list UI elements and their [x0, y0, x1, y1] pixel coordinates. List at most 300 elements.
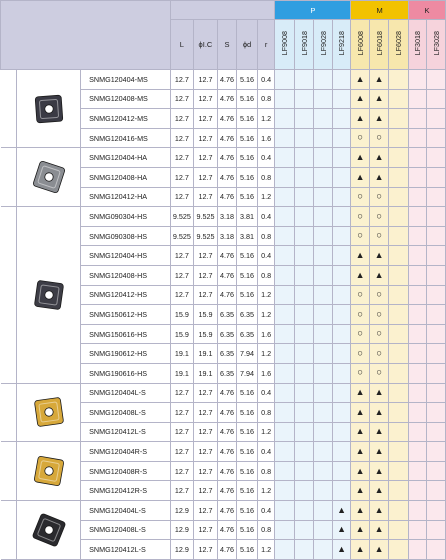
- dim-s: 4.76: [217, 148, 237, 168]
- header-blank-cell: [1, 1, 171, 70]
- grade-cell-lf6028: [389, 128, 409, 148]
- dim-ic: 15.9: [194, 324, 218, 344]
- usable-mark: ○: [376, 289, 382, 301]
- grade-cell-lf6018: [369, 265, 389, 285]
- grade-cell-lf3018: [408, 226, 426, 246]
- dim-r: 0.4: [257, 207, 275, 227]
- dim-ic: 12.7: [194, 167, 218, 187]
- recommended-mark: ▲: [355, 171, 365, 182]
- insert-code: SNMG120408L-S: [81, 403, 170, 423]
- grade-cell-lf9008: [275, 383, 295, 403]
- usable-mark: ○: [376, 191, 382, 203]
- dim-s: 4.76: [217, 89, 237, 109]
- grade-cell-lf3028: [427, 403, 446, 423]
- dim-l: 12.7: [170, 70, 194, 90]
- insert-code: SNMG120412L-S: [81, 422, 170, 442]
- dim-s: 4.76: [217, 540, 237, 560]
- grade-cell-lf9218: [332, 442, 351, 462]
- grade-cell-lf9008: [275, 520, 295, 540]
- grade-cell-lf9008: [275, 344, 295, 364]
- usable-mark: ○: [357, 347, 363, 359]
- grade-cell-lf9028: [314, 442, 332, 462]
- dim-l: 9.525: [170, 207, 194, 227]
- dim-l: 12.7: [170, 481, 194, 501]
- recommended-mark: ▲: [374, 387, 384, 398]
- grade-cell-lf6018: [369, 226, 389, 246]
- grade-cell-lf9218: [332, 540, 351, 560]
- header-d: ϕd: [237, 20, 258, 70]
- grade-cell-lf9028: [314, 187, 332, 207]
- grade-cell-lf9028: [314, 383, 332, 403]
- grade-cell-lf6028: [389, 344, 409, 364]
- dim-r: 1.2: [257, 109, 275, 129]
- dim-r: 0.4: [257, 246, 275, 266]
- dim-ic: 15.9: [194, 305, 218, 325]
- grade-cell-lf3018: [408, 461, 426, 481]
- dim-ic: 9.525: [194, 226, 218, 246]
- dim-s: 4.76: [217, 70, 237, 90]
- header-l: L: [170, 20, 194, 70]
- grade-header-lf9008: [275, 20, 295, 70]
- dim-ic: 12.7: [194, 148, 218, 168]
- dim-l: 12.7: [170, 265, 194, 285]
- grade-cell-lf6018: [369, 481, 389, 501]
- dim-ic: 12.7: [194, 285, 218, 305]
- grade-cell-lf3028: [427, 246, 446, 266]
- grade-cell-lf9018: [294, 324, 314, 344]
- dim-d: 7.94: [237, 363, 258, 383]
- recommended-mark: ▲: [374, 524, 384, 535]
- grade-cell-lf6028: [389, 305, 409, 325]
- grade-cell-lf3018: [408, 481, 426, 501]
- grade-cell-lf6018: [369, 540, 389, 560]
- grade-cell-lf9008: [275, 109, 295, 129]
- usable-mark: ○: [357, 328, 363, 340]
- grade-cell-lf9018: [294, 403, 314, 423]
- grade-cell-lf9028: [314, 207, 332, 227]
- insert-snmg-l-s-gold-icon: [17, 393, 80, 431]
- grade-cell-lf9018: [294, 481, 314, 501]
- recommended-mark: ▲: [337, 524, 347, 535]
- dim-d: 5.16: [237, 540, 258, 560]
- dim-ic: 12.7: [194, 520, 218, 540]
- recommended-mark: ▲: [374, 171, 384, 182]
- grade-cell-lf9018: [294, 246, 314, 266]
- dim-s: 4.76: [217, 442, 237, 462]
- dim-d: 5.16: [237, 109, 258, 129]
- dim-r: 1.2: [257, 540, 275, 560]
- grade-header-label: LF6018: [374, 31, 384, 56]
- grade-cell-lf6028: [389, 109, 409, 129]
- grade-cell-lf9018: [294, 305, 314, 325]
- dim-s: 4.76: [217, 422, 237, 442]
- grade-cell-lf6018: [369, 246, 389, 266]
- grade-header-lf9018: [294, 20, 314, 70]
- grade-cell-lf9218: [332, 70, 351, 90]
- grade-cell-lf6008: [351, 383, 369, 403]
- grade-cell-lf3018: [408, 324, 426, 344]
- recommended-mark: ▲: [337, 504, 347, 515]
- grade-cell-lf3028: [427, 422, 446, 442]
- grade-cell-lf6028: [389, 70, 409, 90]
- grade-cell-lf6008: [351, 148, 369, 168]
- grade-cell-lf3028: [427, 148, 446, 168]
- grade-cell-lf9008: [275, 70, 295, 90]
- grade-cell-lf3018: [408, 246, 426, 266]
- dim-s: 4.76: [217, 461, 237, 481]
- grade-cell-lf9218: [332, 265, 351, 285]
- grade-cell-lf6018: [369, 520, 389, 540]
- insert-code: SNMG150616-HS: [81, 324, 170, 344]
- grade-cell-lf9018: [294, 89, 314, 109]
- grade-cell-lf9008: [275, 324, 295, 344]
- grade-cell-lf9018: [294, 187, 314, 207]
- grade-cell-lf9008: [275, 422, 295, 442]
- grade-header-label: LF3028: [431, 31, 441, 56]
- dim-r: 0.4: [257, 70, 275, 90]
- dim-r: 0.8: [257, 265, 275, 285]
- grade-cell-lf6018: [369, 422, 389, 442]
- grade-cell-lf9028: [314, 285, 332, 305]
- dim-d: 7.94: [237, 344, 258, 364]
- grade-cell-lf9018: [294, 207, 314, 227]
- grade-cell-lf9028: [314, 520, 332, 540]
- grade-cell-lf3018: [408, 187, 426, 207]
- recommended-mark: ▲: [355, 426, 365, 437]
- grade-cell-lf9018: [294, 109, 314, 129]
- dim-l: 12.7: [170, 187, 194, 207]
- recommended-mark: ▲: [355, 465, 365, 476]
- dim-d: 5.16: [237, 148, 258, 168]
- dim-r: 1.6: [257, 128, 275, 148]
- grade-cell-lf6018: [369, 70, 389, 90]
- dim-ic: 12.7: [194, 109, 218, 129]
- grade-cell-lf3018: [408, 383, 426, 403]
- grade-cell-lf3028: [427, 520, 446, 540]
- grade-cell-lf6008: [351, 501, 369, 521]
- recommended-mark: ▲: [355, 504, 365, 515]
- dim-r: 1.2: [257, 187, 275, 207]
- recommended-mark: ▲: [355, 73, 365, 84]
- dim-s: 4.76: [217, 403, 237, 423]
- dim-d: 5.16: [237, 70, 258, 90]
- recommended-mark: ▲: [374, 406, 384, 417]
- dim-d: 5.16: [237, 442, 258, 462]
- grade-cell-lf9018: [294, 363, 314, 383]
- grade-cell-lf9218: [332, 89, 351, 109]
- grade-cell-lf9028: [314, 324, 332, 344]
- grade-cell-lf9018: [294, 461, 314, 481]
- grade-cell-lf6008: [351, 403, 369, 423]
- dim-r: 0.8: [257, 167, 275, 187]
- dim-s: 4.76: [217, 109, 237, 129]
- dim-s: 6.35: [217, 324, 237, 344]
- insert-snmg-r-s-gold-icon: [17, 452, 80, 490]
- dim-l: 12.7: [170, 461, 194, 481]
- grade-cell-lf9008: [275, 481, 295, 501]
- usable-mark: ○: [357, 289, 363, 301]
- grade-header-label: LF6008: [355, 31, 365, 56]
- dim-d: 5.16: [237, 501, 258, 521]
- dim-s: 3.18: [217, 226, 237, 246]
- grade-cell-lf3028: [427, 344, 446, 364]
- grade-cell-lf9218: [332, 481, 351, 501]
- dim-l: 12.7: [170, 109, 194, 129]
- grade-cell-lf3028: [427, 383, 446, 403]
- dim-s: 4.76: [217, 167, 237, 187]
- dim-r: 1.6: [257, 363, 275, 383]
- grade-cell-lf3018: [408, 344, 426, 364]
- grade-cell-lf6018: [369, 461, 389, 481]
- grade-cell-lf6008: [351, 520, 369, 540]
- grade-group-m: M: [351, 1, 409, 20]
- dim-r: 0.8: [257, 89, 275, 109]
- dim-d: 5.16: [237, 89, 258, 109]
- dim-l: 12.7: [170, 89, 194, 109]
- insert-code: SNMG120408R-S: [81, 461, 170, 481]
- grade-cell-lf6018: [369, 167, 389, 187]
- dim-l: 9.525: [170, 226, 194, 246]
- grade-cell-lf9218: [332, 403, 351, 423]
- grade-cell-lf3028: [427, 207, 446, 227]
- dim-l: 15.9: [170, 305, 194, 325]
- grade-cell-lf3028: [427, 128, 446, 148]
- grade-cell-lf3018: [408, 363, 426, 383]
- recommended-mark: ▲: [374, 544, 384, 555]
- grade-cell-lf3028: [427, 187, 446, 207]
- grade-group-p: P: [275, 1, 351, 20]
- recommended-mark: ▲: [355, 93, 365, 104]
- dim-ic: 12.7: [194, 70, 218, 90]
- grade-cell-lf6008: [351, 540, 369, 560]
- grade-cell-lf9018: [294, 344, 314, 364]
- dim-d: 6.35: [237, 305, 258, 325]
- grade-cell-lf6028: [389, 89, 409, 109]
- dim-d: 5.16: [237, 383, 258, 403]
- table-row: [1, 383, 446, 403]
- usable-mark: ○: [357, 230, 363, 242]
- insert-image-cell: [17, 70, 81, 148]
- grade-cell-lf6028: [389, 520, 409, 540]
- grade-cell-lf6008: [351, 226, 369, 246]
- dim-ic: 19.1: [194, 344, 218, 364]
- dim-d: 5.16: [237, 422, 258, 442]
- grade-cell-lf6018: [369, 363, 389, 383]
- grade-cell-lf9028: [314, 403, 332, 423]
- table-row: [1, 442, 446, 462]
- grade-cell-lf9008: [275, 363, 295, 383]
- grade-header-label: LF3018: [413, 31, 423, 56]
- recommended-mark: ▲: [355, 485, 365, 496]
- grade-cell-lf9018: [294, 167, 314, 187]
- grade-cell-lf9028: [314, 422, 332, 442]
- dim-l: 12.9: [170, 540, 194, 560]
- grade-cell-lf9028: [314, 461, 332, 481]
- grade-cell-lf9218: [332, 520, 351, 540]
- grade-cell-lf3018: [408, 501, 426, 521]
- grade-cell-lf9018: [294, 128, 314, 148]
- dim-r: 0.8: [257, 403, 275, 423]
- dim-l: 12.7: [170, 246, 194, 266]
- grade-cell-lf3028: [427, 481, 446, 501]
- grade-cell-lf9008: [275, 207, 295, 227]
- table-header: [1, 1, 446, 70]
- recommended-mark: ▲: [337, 544, 347, 555]
- table-row: [1, 148, 446, 168]
- dim-r: 0.4: [257, 442, 275, 462]
- dim-d: 3.81: [237, 207, 258, 227]
- recommended-mark: ▲: [374, 446, 384, 457]
- header-ic: ϕI.C: [194, 20, 218, 70]
- grade-cell-lf6008: [351, 442, 369, 462]
- grade-group-k: K: [408, 1, 445, 20]
- dim-ic: 12.7: [194, 422, 218, 442]
- grade-cell-lf6008: [351, 109, 369, 129]
- insert-code: SNMG190616-HS: [81, 363, 170, 383]
- recommended-mark: ▲: [374, 250, 384, 261]
- grade-cell-lf6028: [389, 422, 409, 442]
- grade-cell-lf6018: [369, 324, 389, 344]
- dim-d: 5.16: [237, 285, 258, 305]
- grade-cell-lf3028: [427, 167, 446, 187]
- insert-image-cell: [17, 148, 81, 207]
- grade-header-label: LF9018: [299, 31, 309, 56]
- dim-ic: 19.1: [194, 363, 218, 383]
- insert-code: SNMG120412R-S: [81, 481, 170, 501]
- insert-image-cell: [17, 442, 81, 501]
- grade-cell-lf6008: [351, 344, 369, 364]
- dim-r: 1.2: [257, 481, 275, 501]
- grade-cell-lf6028: [389, 481, 409, 501]
- grade-cell-lf6008: [351, 246, 369, 266]
- insert-code: SNMG120404-HA: [81, 148, 170, 168]
- grade-cell-lf9018: [294, 422, 314, 442]
- dim-s: 4.76: [217, 501, 237, 521]
- recommended-mark: ▲: [355, 269, 365, 280]
- dim-l: 12.7: [170, 167, 194, 187]
- grade-cell-lf3018: [408, 89, 426, 109]
- grade-cell-lf9218: [332, 363, 351, 383]
- grade-cell-lf3028: [427, 70, 446, 90]
- dim-r: 0.4: [257, 501, 275, 521]
- grade-cell-lf9008: [275, 187, 295, 207]
- insert-code: SNMG120408-MS: [81, 89, 170, 109]
- grade-cell-lf9018: [294, 148, 314, 168]
- grade-cell-lf9018: [294, 285, 314, 305]
- recommended-mark: ▲: [374, 426, 384, 437]
- dim-ic: 12.7: [194, 265, 218, 285]
- dim-r: 0.4: [257, 148, 275, 168]
- grade-cell-lf9028: [314, 89, 332, 109]
- dim-ic: 12.7: [194, 442, 218, 462]
- grade-cell-lf9218: [332, 226, 351, 246]
- grade-cell-lf6018: [369, 305, 389, 325]
- grade-cell-lf3018: [408, 70, 426, 90]
- grade-cell-lf3018: [408, 305, 426, 325]
- recommended-mark: ▲: [374, 73, 384, 84]
- dim-l: 12.7: [170, 403, 194, 423]
- grade-cell-lf3018: [408, 128, 426, 148]
- grade-cell-lf3028: [427, 501, 446, 521]
- grade-cell-lf6018: [369, 403, 389, 423]
- grade-header-lf6028: [389, 20, 409, 70]
- dim-ic: 12.7: [194, 128, 218, 148]
- grade-header-lf9218: [332, 20, 351, 70]
- grade-cell-lf6028: [389, 442, 409, 462]
- grade-cell-lf6018: [369, 187, 389, 207]
- grade-header-lf6018: [369, 20, 389, 70]
- dim-s: 4.76: [217, 481, 237, 501]
- insert-code: SNMG120404R-S: [81, 442, 170, 462]
- recommended-mark: ▲: [355, 544, 365, 555]
- usable-mark: ○: [357, 367, 363, 379]
- grade-cell-lf9008: [275, 461, 295, 481]
- dim-s: 6.35: [217, 305, 237, 325]
- dim-l: 12.7: [170, 442, 194, 462]
- dim-d: 5.16: [237, 481, 258, 501]
- grade-cell-lf9218: [332, 109, 351, 129]
- dim-s: 3.18: [217, 207, 237, 227]
- grade-cell-lf6008: [351, 89, 369, 109]
- grade-cell-lf6008: [351, 461, 369, 481]
- grade-cell-lf9028: [314, 305, 332, 325]
- grade-cell-lf6018: [369, 442, 389, 462]
- grade-cell-lf3018: [408, 520, 426, 540]
- grade-cell-lf9018: [294, 442, 314, 462]
- grade-cell-lf6018: [369, 383, 389, 403]
- grade-cell-lf6008: [351, 285, 369, 305]
- grade-cell-lf6028: [389, 148, 409, 168]
- grade-cell-lf6008: [351, 70, 369, 90]
- dim-d: 5.16: [237, 167, 258, 187]
- grade-cell-lf9008: [275, 128, 295, 148]
- usable-mark: ○: [376, 230, 382, 242]
- header-s: S: [217, 20, 237, 70]
- grade-cell-lf9028: [314, 501, 332, 521]
- dim-l: 12.9: [170, 501, 194, 521]
- grade-cell-lf3028: [427, 305, 446, 325]
- grade-cell-lf9018: [294, 520, 314, 540]
- grade-cell-lf9218: [332, 207, 351, 227]
- insert-code: SNMG120408L-S: [81, 520, 170, 540]
- dim-r: 0.8: [257, 226, 275, 246]
- grade-cell-lf9028: [314, 246, 332, 266]
- dim-d: 5.16: [237, 128, 258, 148]
- grade-cell-lf9218: [332, 422, 351, 442]
- grade-cell-lf9218: [332, 461, 351, 481]
- dim-s: 6.35: [217, 363, 237, 383]
- header-row-groups: [1, 1, 446, 20]
- dim-s: 4.76: [217, 128, 237, 148]
- dim-r: 0.4: [257, 383, 275, 403]
- grade-cell-lf9218: [332, 305, 351, 325]
- dim-ic: 12.7: [194, 89, 218, 109]
- grade-cell-lf9018: [294, 383, 314, 403]
- recommended-mark: ▲: [355, 152, 365, 163]
- dim-l: 15.9: [170, 324, 194, 344]
- insert-code: SNMG150612-HS: [81, 305, 170, 325]
- insert-code: SNMG120408-HA: [81, 167, 170, 187]
- grade-cell-lf6018: [369, 344, 389, 364]
- table-row: [1, 207, 446, 227]
- grade-cell-lf9028: [314, 70, 332, 90]
- insert-code: SNMG120404L-S: [81, 501, 170, 521]
- header-r: r: [257, 20, 275, 70]
- dim-d: 5.16: [237, 403, 258, 423]
- grade-cell-lf6028: [389, 226, 409, 246]
- dim-r: 1.2: [257, 344, 275, 364]
- grade-cell-lf3028: [427, 461, 446, 481]
